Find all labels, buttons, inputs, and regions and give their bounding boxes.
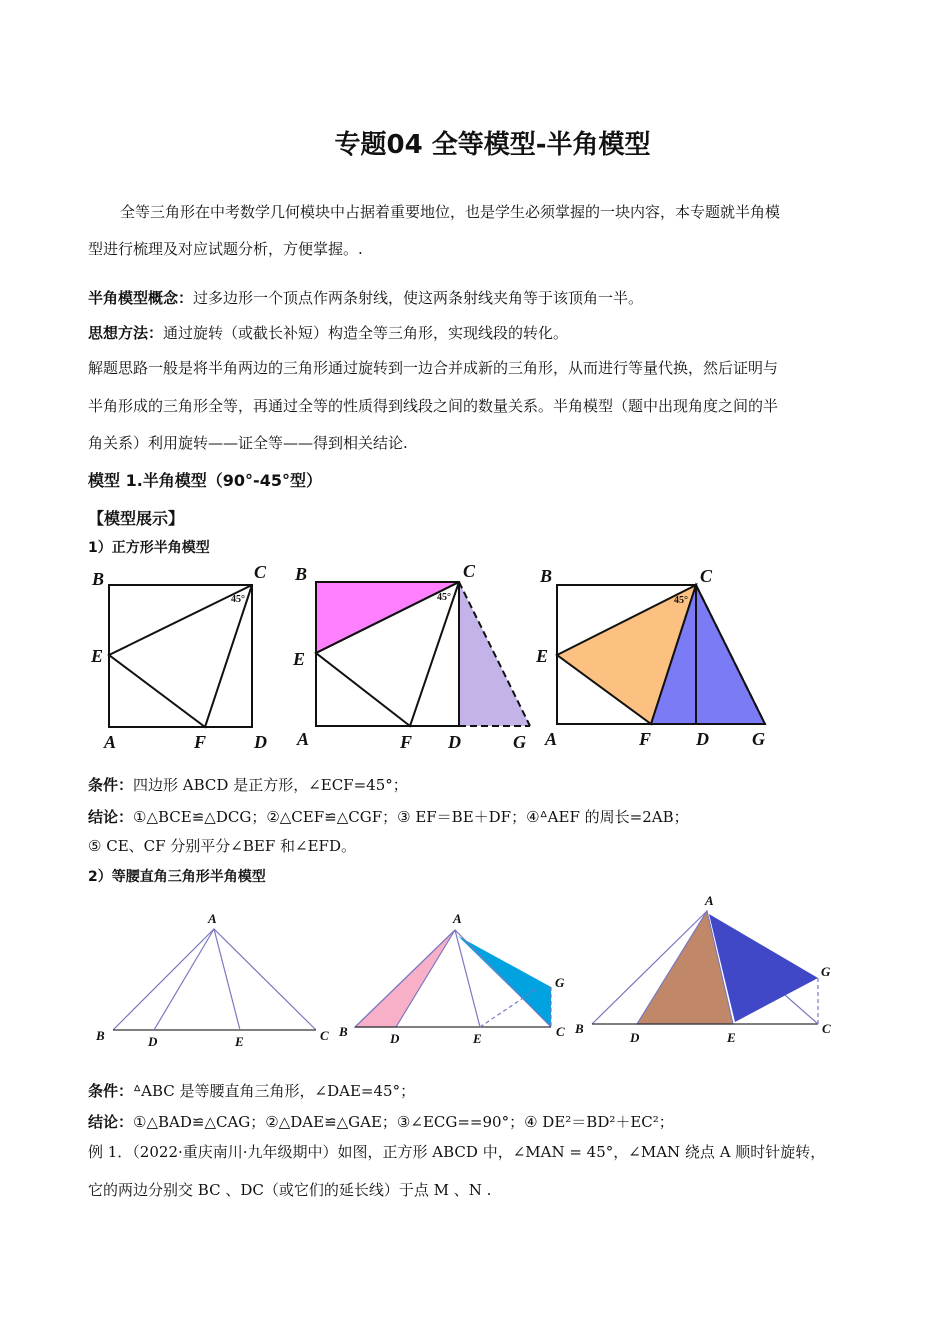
- angle-label: 45°: [231, 594, 245, 605]
- figure-label: 45°: [437, 592, 451, 603]
- figure-label: D: [448, 732, 461, 752]
- figure-label: E: [536, 646, 549, 666]
- figure-label: E: [473, 1031, 482, 1046]
- concept-text: 过多边形一个顶点作两条射线，使这两条射线夹角等于该顶角一半。: [193, 289, 644, 307]
- figure-label: G: [555, 975, 565, 990]
- label-e: E: [91, 646, 104, 666]
- figure-shape: [113, 911, 818, 1030]
- figure-label: B: [575, 1021, 584, 1036]
- conclusion-1-line-2: ⑤ CE、CF 分别平分∠BEF 和∠EFD。: [88, 837, 356, 855]
- label-f: F: [194, 732, 207, 752]
- conclusion-1-label: 结论：: [88, 808, 134, 826]
- page-title: 专题04 全等模型-半角模型: [334, 130, 651, 160]
- figure-label: A: [705, 893, 714, 908]
- figure-shape: [113, 929, 316, 1030]
- label-d: D: [254, 732, 267, 752]
- square-1: [109, 585, 252, 727]
- figure-shape: [480, 990, 535, 1027]
- condition-1: [88, 774, 408, 795]
- condition-2-label: 条件：: [88, 1082, 134, 1100]
- label-b: B: [92, 569, 105, 589]
- figure-label: A: [453, 911, 462, 926]
- figure-label: C: [463, 561, 476, 581]
- figure-shape: [109, 582, 765, 727]
- figure-label: G: [821, 964, 831, 979]
- figure-label: F: [400, 732, 413, 752]
- method-text: 通过旋转（或截长补短）构造全等三角形，实现线段的转化。: [163, 324, 569, 342]
- figure-label: B: [540, 566, 553, 586]
- figure-label: E: [293, 649, 306, 669]
- figure-label: D: [148, 1034, 158, 1049]
- figure-shape: [785, 995, 818, 1024]
- figure-label: B: [96, 1028, 105, 1043]
- label-a: A: [104, 732, 117, 752]
- figure-label: C: [320, 1028, 329, 1043]
- figure-label: A: [545, 729, 558, 749]
- approach-line-1: 解题思路一般是将半角两边的三角形通过旋转到一边合并成新的三角形，从而进行等量代换，然后证明与: [88, 359, 779, 377]
- figure-label: G: [513, 732, 526, 752]
- subheading-square: 1）正方形半角模型: [88, 540, 210, 556]
- figure-label: A: [297, 729, 310, 749]
- condition-2: [88, 1080, 415, 1101]
- example-line-1: 例 1．（2022·重庆南川·九年级期中）如图，正方形 ABCD 中，∠MAN = 45°，∠MAN 绕点 A 顺时针旋转，: [88, 1143, 826, 1161]
- approach-line-3: 角关系）利用旋转——证全等——得到相关结论.: [88, 434, 408, 452]
- conclusion-2-label: 结论：: [88, 1113, 134, 1131]
- condition-1-label: 条件：: [88, 776, 134, 794]
- figure-label: B: [339, 1024, 348, 1039]
- example-line-2: 它的两边分别交 BC 、DC（或它们的延长线）于点 M 、N .: [88, 1181, 492, 1199]
- conclusion-1: [88, 806, 689, 827]
- condition-2-text: ᐞABC 是等腰直角三角形，∠DAE=45°；: [133, 1082, 416, 1100]
- figure-label: C: [556, 1024, 565, 1039]
- intro-line-2: 型进行梳理及对应试题分析，方便掌握。.: [88, 240, 363, 258]
- model1-heading: 模型 1.半角模型（90°-45°型）: [88, 471, 322, 490]
- concept-label: 半角模型概念：: [88, 289, 194, 307]
- condition-1-text: 四边形 ABCD 是正方形，∠ECF=45°；: [133, 776, 408, 794]
- display-heading: 【模型展示】: [88, 509, 185, 528]
- figure-label: D: [390, 1031, 400, 1046]
- conclusion-2: [88, 1111, 674, 1132]
- subheading-isosceles: 2）等腰直角三角形半角模型: [88, 869, 266, 885]
- figure-label: D: [696, 729, 709, 749]
- figure-label: E: [235, 1034, 244, 1049]
- intro-line-1: 全等三角形在中考数学几何模块中占据着重要地位，也是学生必须掌握的一块内容，本专题就半角模: [120, 203, 781, 221]
- figure-label: D: [630, 1030, 640, 1045]
- figure-label: C: [822, 1021, 831, 1036]
- figure-label: E: [727, 1030, 736, 1045]
- conclusion-1-text: ①△BCE≌△DCG；②△CEF≌△CGF；③ EF＝BE＋DF；④ᐞAEF 的周长=2AB；: [133, 808, 689, 826]
- label-c: C: [254, 562, 267, 582]
- approach-line-2: 半角形成的三角形全等，再通过全等的性质得到线段之间的数量关系。半角模型（题中出现角度之间的半: [88, 397, 779, 415]
- method-label: 思想方法：: [88, 324, 164, 342]
- conclusion-2-text: ①△BAD≌△CAG；②△DAE≌△GAE；③∠ECG==90°；④ DE²＝BD²＋EC²；: [133, 1113, 674, 1131]
- figure-label: 45°: [674, 595, 688, 606]
- figure-label: B: [295, 564, 308, 584]
- figure-label: C: [700, 566, 713, 586]
- figure-shape: [214, 929, 240, 1030]
- figure-label: F: [639, 729, 652, 749]
- figure-label: A: [208, 911, 217, 926]
- triangle-cef-1: [109, 585, 252, 727]
- figure-label: G: [752, 729, 765, 749]
